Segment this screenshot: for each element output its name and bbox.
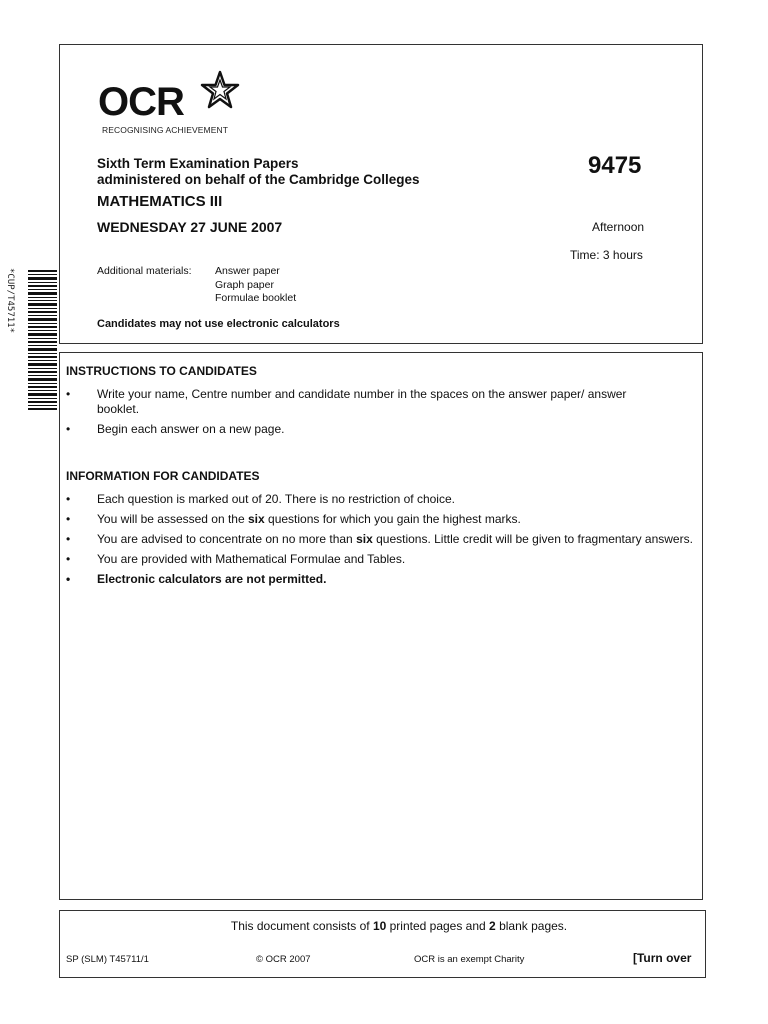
information-list bbox=[66, 492, 707, 592]
info-text: Electronic calculators are not permitted. bbox=[97, 572, 327, 586]
bullet-icon: • bbox=[66, 552, 71, 566]
blank-page-count: 2 bbox=[489, 919, 496, 933]
bullet-icon: • bbox=[66, 532, 71, 546]
subject-title: MATHEMATICS III bbox=[97, 193, 223, 210]
bullet-icon: • bbox=[66, 387, 71, 401]
logo-tagline: RECOGNISING ACHIEVEMENT bbox=[102, 125, 229, 135]
charity-notice: OCR is an exempt Charity bbox=[414, 954, 525, 965]
material-item: Answer paper bbox=[215, 265, 280, 277]
copyright-notice: © OCR 2007 bbox=[256, 954, 311, 965]
info-text: Each question is marked out of 20. There is no restriction of choice. bbox=[97, 492, 455, 506]
exam-date: WEDNESDAY 27 JUNE 2007 bbox=[97, 219, 283, 235]
footer-text: blank pages. bbox=[495, 919, 568, 933]
list-item bbox=[66, 387, 707, 417]
info-text: You will be assessed on the bbox=[97, 512, 248, 526]
info-emphasis: six bbox=[356, 532, 373, 546]
heading-line-2: administered on behalf of the Cambridge Colleges bbox=[97, 172, 420, 187]
paper-code: 9475 bbox=[588, 152, 642, 179]
list-item bbox=[66, 492, 707, 507]
ocr-logo-text: OCR bbox=[98, 80, 184, 124]
calculator-note: Candidates may not use electronic calculators bbox=[97, 318, 340, 330]
exam-board-heading bbox=[97, 156, 420, 188]
instructions-title: INSTRUCTIONS TO CANDIDATES bbox=[66, 364, 257, 378]
footer-text: This document consists of bbox=[230, 919, 373, 933]
footer-text: printed pages and bbox=[386, 919, 490, 933]
printed-page-count: 10 bbox=[372, 919, 387, 933]
barcode-code-text: *CUP/T45711* bbox=[5, 268, 15, 334]
materials-list bbox=[215, 265, 296, 306]
bullet-icon: • bbox=[66, 512, 71, 526]
info-text: You are provided with Mathematical Formulae and Tables. bbox=[97, 552, 406, 566]
bullet-icon: • bbox=[66, 572, 71, 586]
information-title: INFORMATION FOR CANDIDATES bbox=[66, 469, 260, 483]
info-emphasis: six bbox=[248, 512, 265, 526]
turn-over-label: [Turn over bbox=[633, 951, 692, 965]
material-item: Formulae booklet bbox=[215, 292, 297, 304]
instructions-list bbox=[66, 387, 707, 442]
info-text: questions for which you gain the highest marks. bbox=[264, 512, 521, 526]
bullet-icon: • bbox=[66, 422, 71, 436]
page-count-note bbox=[0, 919, 768, 933]
document-reference: SP (SLM) T45711/1 bbox=[66, 954, 149, 965]
instruction-text: Write your name, Centre number and candidate number in the spaces on the answer paper/ answer booklet. bbox=[97, 387, 627, 416]
exam-duration: Time: 3 hours bbox=[570, 248, 643, 262]
list-item bbox=[66, 552, 707, 567]
info-text: questions. Little credit will be given to fragmentary answers. bbox=[372, 532, 693, 546]
star-logo-icon bbox=[200, 70, 240, 110]
list-item bbox=[66, 572, 707, 587]
heading-line-1: Sixth Term Examination Papers bbox=[97, 156, 299, 171]
list-item bbox=[66, 422, 707, 437]
bullet-icon: • bbox=[66, 492, 71, 506]
materials-label: Additional materials: bbox=[97, 265, 192, 277]
instruction-text: Begin each answer on a new page. bbox=[97, 422, 285, 436]
exam-session: Afternoon bbox=[592, 220, 645, 234]
barcode-image bbox=[28, 270, 57, 410]
material-item: Graph paper bbox=[215, 278, 274, 291]
list-item bbox=[66, 512, 707, 527]
info-text: You are advised to concentrate on no more than bbox=[97, 532, 357, 546]
list-item bbox=[66, 532, 707, 547]
